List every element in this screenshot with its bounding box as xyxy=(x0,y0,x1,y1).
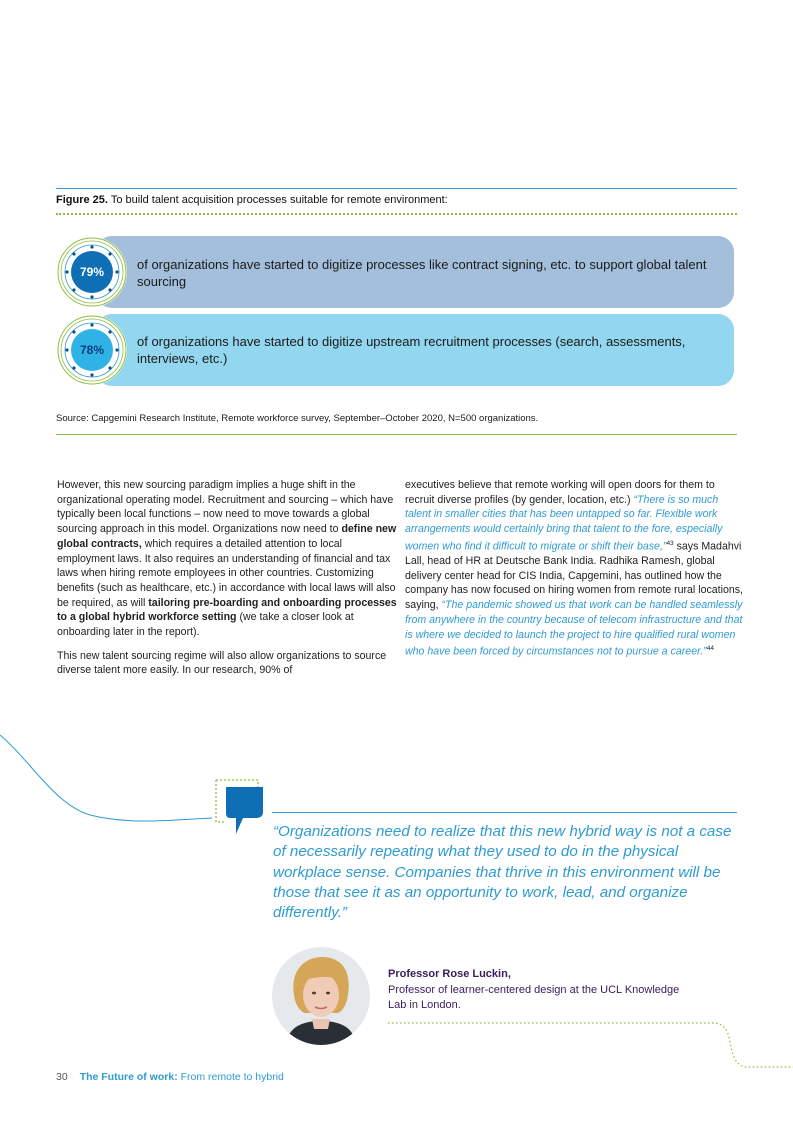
quote-bubble-icon xyxy=(212,778,268,838)
report-subtitle: From remote to hybrid xyxy=(177,1071,284,1083)
figure-caption: To build talent acquisition processes suitable for remote environment: xyxy=(107,194,448,206)
body-paragraph: executives believe that remote working will open doors for them to recruit diverse profiles (by gender, location, etc.) “There is so much talent in smaller cities that has been untapped so far. Flexible work arrangements would certainly bring that talent to the fore, especially women who find it difficult to migrate or shift their base,”$^{43}$ says Madahvi Lall, head of HR at Deutsche Bank India. Radhika Ramesh, global delivery center head for CIS India, Capgemini, has outlined how the company has now focused on hiring women from remote rural locations, saying, “The pandemic showed us that work can be handled seamlessly from anywhere in the country because of telecom infrastructure and that is where we decided to launch the project to hire qualified rural women who have been forced by circumstances not to pursue a career.”$^{44}$ xyxy=(405,479,743,658)
footnote-ref[interactable]: 43 xyxy=(666,539,674,547)
footnote-ref[interactable]: 44 xyxy=(706,645,714,653)
author-title: Professor of learner-centered design at the UCL Knowledge Lab in London. xyxy=(388,984,680,1011)
emphasis-global-contracts: define new global contracts, xyxy=(57,523,397,550)
figure-dotted-divider xyxy=(56,213,737,215)
figure-top-rule xyxy=(56,188,737,189)
page-footer xyxy=(56,1071,284,1083)
body-paragraph: However, this new sourcing paradigm implies a huge shift in the organizational operating model. Recruitment and sourcing – which have typically been local functions – now need to move towards a global sourcing approach in this model. Organizations now need to define new global contracts, which requires a detailed attention to local employment laws. It also requires an understanding of financial and tax laws when hiring remote employees in other countries. Customizing benefits (such as healthcare, etc.) in accordance with local laws will also be required, as will tailoring pre-boarding and onboarding processes to a global hybrid workforce setting (we take a closer look at onboarding later in the report). xyxy=(57,479,397,639)
body-column-right xyxy=(405,478,745,669)
inline-quote-lall: “There is so much talent in smaller cities that has been untapped so far. Flexible work arrangements would certainly bring that talent to the fore, especially women who find it difficult to migrate or shift their base,” xyxy=(405,493,723,553)
emphasis-onboarding: tailoring pre-boarding and onboarding processes to a global hybrid workforce setting xyxy=(57,596,397,624)
report-title: The Future of work: xyxy=(79,1071,178,1083)
body-column-left xyxy=(57,478,397,687)
author-portrait xyxy=(272,947,370,1045)
source-rule xyxy=(56,434,737,435)
pull-quote-rule xyxy=(272,812,737,813)
page-number: 30 xyxy=(56,1071,68,1083)
stat-value-79: 79% xyxy=(79,265,105,279)
stat-text-digitize-recruitment: of organizations have started to digitize upstream recruitment processes (search, assessments, interviews, etc.) xyxy=(137,334,686,366)
figure-source: Source: Capgemini Research Institute, Remote workforce survey, September–October 2020, N=500 organizations. xyxy=(56,413,539,424)
figure-title xyxy=(56,194,737,206)
inline-quote-ramesh: “The pandemic showed us that work can be handled seamlessly from anywhere in the country because of telecom infrastructure and that is where we decided to launch the project to hire qualified rural women who have been forced by circumstances not to pursue a career.” xyxy=(405,599,743,658)
pull-quote: “Organizations need to realize that this new hybrid way is not a case of necessarily repeating what they used to do in the physical workplace sense. Companies that thrive in this environment will be those that see it as an opportunity to work, lead, and organize differently.” xyxy=(273,823,732,922)
stat-text-digitize-contracts: of organizations have started to digitize processes like contract signing, etc. to support global talent sourcing xyxy=(137,257,707,289)
author-name: Professor Rose Luckin, xyxy=(388,968,511,980)
stat-value-78: 78% xyxy=(79,343,105,357)
body-paragraph: This new talent sourcing regime will also allow organizations to source diverse talent more easily. In our research, 90% of xyxy=(57,649,387,677)
figure-label: Figure 25. xyxy=(56,194,108,206)
